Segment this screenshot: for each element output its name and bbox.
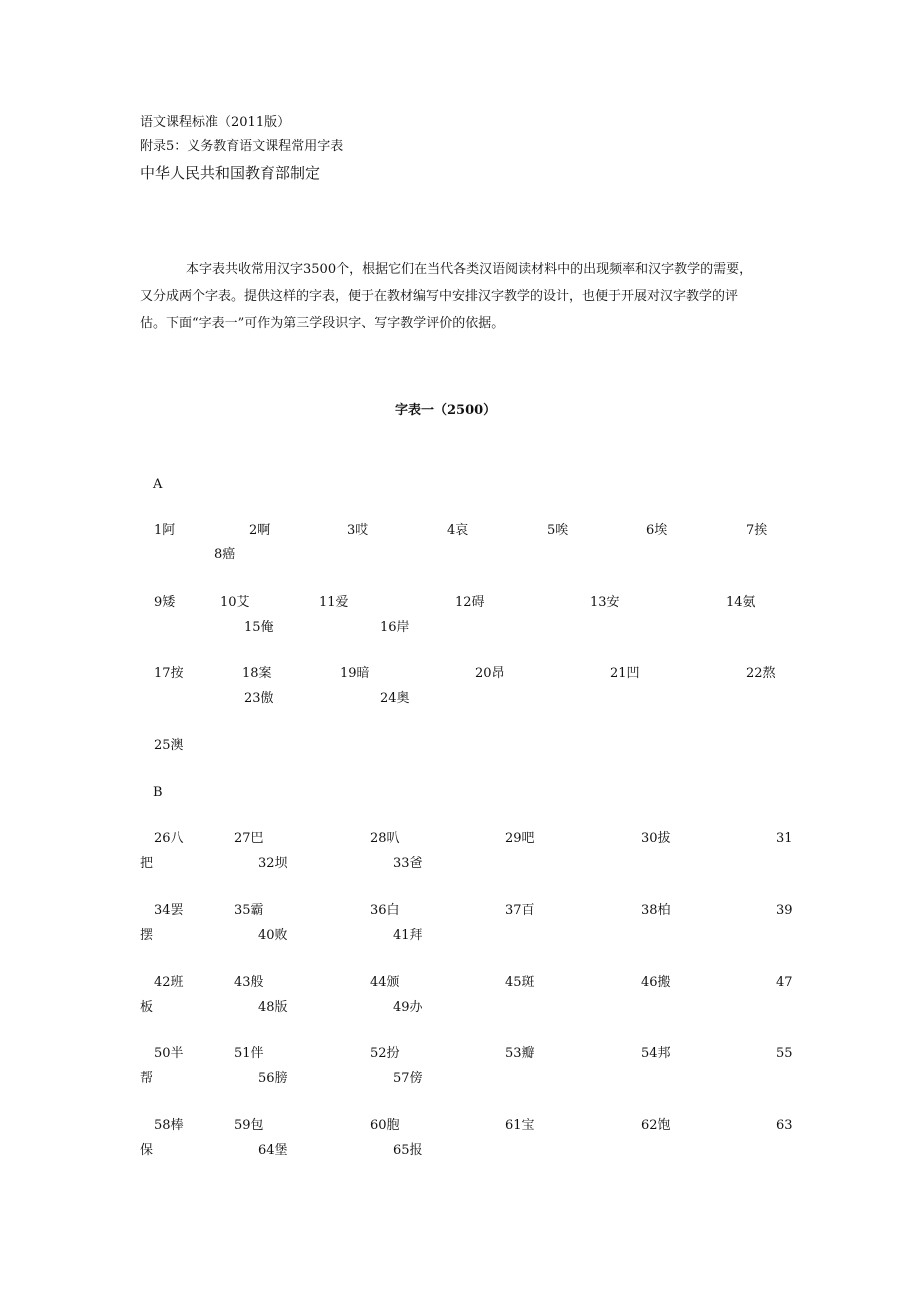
char-entry: 3哎 [347, 523, 369, 538]
char-entry: 37百 [505, 903, 535, 918]
char-entry: 54邦 [641, 1046, 671, 1061]
char-entry: 30拔 [641, 831, 671, 846]
char-entry: 43般 [234, 975, 264, 990]
char-entry: 21凹 [610, 666, 640, 681]
char-entry: 27巴 [234, 831, 264, 846]
section-letter-b: B [153, 785, 163, 800]
char-entry: 5唉 [547, 523, 569, 538]
char-entry: 49办 [393, 1000, 423, 1015]
char-entry: 20昂 [475, 666, 505, 681]
char-entry-number: 39 [776, 903, 793, 918]
char-entry-char: 把 [140, 856, 154, 871]
char-entry-char: 帮 [140, 1071, 154, 1086]
doc-title-line2: 附录5：义务教育语文课程常用字表 [140, 139, 344, 154]
char-entry: 18案 [242, 666, 272, 681]
char-entry: 12碍 [455, 595, 485, 610]
char-entry: 52扮 [370, 1046, 400, 1061]
char-entry: 28叭 [370, 831, 400, 846]
intro-line-2: 又分成两个字表。提供这样的字表，便于在教材编写中安排汉字教学的设计，也便于开展对汉字教学的评 [140, 289, 739, 304]
intro-line-3: 估。下面“字表一”可作为第三学段识字、写字教学评价的依据。 [140, 316, 505, 331]
char-entry: 10艾 [220, 595, 250, 610]
char-entry: 19暗 [340, 666, 370, 681]
char-entry: 46搬 [641, 975, 671, 990]
char-entry: 51伴 [234, 1046, 264, 1061]
char-entry-char: 摆 [140, 928, 154, 943]
char-entry: 35霸 [234, 903, 264, 918]
char-entry: 61宝 [505, 1118, 535, 1133]
char-entry-char: 板 [140, 1000, 154, 1015]
doc-title-line3: 中华人民共和国教育部制定 [140, 164, 321, 182]
char-entry: 64堡 [258, 1143, 288, 1158]
char-entry: 4哀 [447, 523, 469, 538]
char-entry: 56膀 [258, 1071, 288, 1086]
char-entry: 50半 [154, 1046, 184, 1061]
char-entry: 32坝 [258, 856, 288, 871]
char-entry: 1阿 [154, 523, 176, 538]
intro-line-1: 本字表共收常用汉字3500个，根据它们在当代各类汉语阅读材料中的出现频率和汉字教学的需要， [186, 262, 753, 277]
char-entry: 22熬 [746, 666, 776, 681]
char-entry: 40败 [258, 928, 288, 943]
char-entry: 65报 [393, 1143, 423, 1158]
char-entry: 11爱 [319, 595, 349, 610]
char-entry: 38柏 [641, 903, 671, 918]
char-entry: 42班 [154, 975, 184, 990]
char-entry: 17按 [154, 666, 184, 681]
char-entry: 24奥 [380, 691, 410, 706]
char-entry: 9矮 [154, 595, 176, 610]
char-entry-number: 47 [776, 975, 793, 990]
char-entry: 26八 [154, 831, 184, 846]
char-entry: 25澳 [154, 738, 184, 753]
char-entry: 53瓣 [505, 1046, 535, 1061]
char-entry: 16岸 [380, 620, 410, 635]
char-entry: 8癌 [214, 547, 236, 562]
char-entry: 23傲 [244, 691, 274, 706]
char-entry: 58棒 [154, 1118, 184, 1133]
char-entry: 13安 [590, 595, 620, 610]
intro-paragraph [140, 256, 790, 337]
char-entry: 15俺 [244, 620, 274, 635]
char-entry: 41拜 [393, 928, 423, 943]
char-entry-number: 31 [776, 831, 793, 846]
char-entry: 36白 [370, 903, 400, 918]
doc-title-line1: 语文课程标准（2011版） [140, 115, 291, 130]
char-entry: 6埃 [646, 523, 668, 538]
char-entry: 7挨 [746, 523, 768, 538]
char-entry-number: 63 [776, 1118, 793, 1133]
section-letter-a: A [153, 477, 163, 492]
char-entry: 60胞 [370, 1118, 400, 1133]
char-entry: 62饱 [641, 1118, 671, 1133]
table-title: 字表一（2500） [395, 403, 497, 418]
char-entry: 29吧 [505, 831, 535, 846]
char-entry: 33爸 [393, 856, 423, 871]
char-entry: 34罢 [154, 903, 184, 918]
char-entry: 14氨 [726, 595, 756, 610]
char-entry: 44颁 [370, 975, 400, 990]
char-entry: 59包 [234, 1118, 264, 1133]
char-entry: 2啊 [249, 523, 271, 538]
char-entry: 48版 [258, 1000, 288, 1015]
char-entry-number: 55 [776, 1046, 793, 1061]
char-entry: 57傍 [393, 1071, 423, 1086]
char-entry: 45斑 [505, 975, 535, 990]
char-entry-char: 保 [140, 1143, 154, 1158]
